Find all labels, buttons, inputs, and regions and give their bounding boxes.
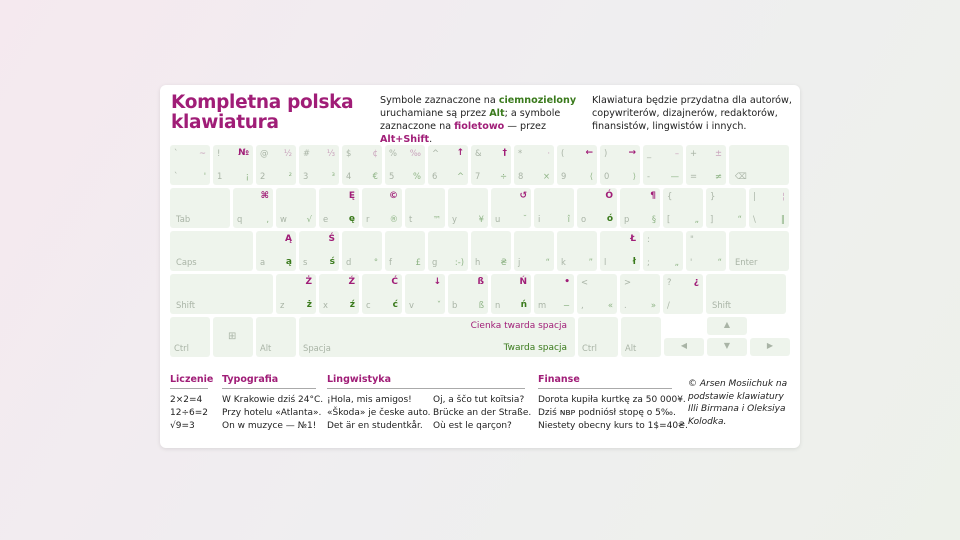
desc-alt-shift: Alt+Shift	[380, 134, 430, 145]
example-line: 12÷6=2	[170, 408, 208, 418]
example-line: «Škoda» je česke auto.	[327, 408, 431, 418]
keyboard-card	[160, 85, 800, 448]
section-liczenie	[170, 374, 214, 433]
key-alt-label: :-)	[454, 257, 464, 267]
example-line: Przy hotelu «Atlanta».	[222, 408, 322, 418]
key-alt-shift-label: ‰	[409, 148, 421, 158]
key-base-label: u	[495, 214, 501, 224]
key-alt-label: ˘	[522, 214, 527, 224]
key-base-label: q	[237, 214, 243, 224]
key-k[interactable]	[557, 231, 597, 271]
key-s[interactable]	[299, 231, 339, 271]
key-base-label: `	[174, 171, 179, 181]
key-alt-shift-label: Ó	[605, 191, 613, 201]
key-shift-label: `	[174, 148, 179, 158]
key-alt-shift-label: –	[674, 148, 679, 158]
key-,[interactable]	[577, 274, 617, 314]
key-d[interactable]	[342, 231, 382, 271]
section-title: Lingwistyka	[327, 374, 525, 389]
key-tab[interactable]	[170, 188, 230, 228]
key-alt-label: ,	[266, 214, 269, 224]
key-7[interactable]	[471, 145, 511, 185]
key-base-label: v	[409, 300, 414, 310]
key-alt-label: ˇ	[436, 300, 441, 310]
key-.[interactable]	[620, 274, 660, 314]
key-shift-label: &	[475, 148, 482, 158]
arrow-up-key[interactable]	[707, 317, 747, 335]
key-base-label: d	[346, 257, 352, 267]
desc-text: Symbole zaznaczone na	[380, 95, 499, 106]
key-8[interactable]	[514, 145, 554, 185]
key-shift-label: @	[260, 148, 269, 158]
key-shift-label: #	[303, 148, 311, 158]
key-3[interactable]	[299, 145, 339, 185]
key-w[interactable]	[276, 188, 316, 228]
key-alt-shift-label: ↺	[519, 191, 527, 201]
key-base-label: 1	[217, 171, 223, 181]
key-r[interactable]	[362, 188, 402, 228]
key-g[interactable]	[428, 231, 468, 271]
key-alt-shift-label: ·	[547, 148, 550, 158]
key-0[interactable]	[600, 145, 640, 185]
key-t[interactable]	[405, 188, 445, 228]
key-base-label: n	[495, 300, 501, 310]
key--[interactable]	[643, 145, 683, 185]
key-caps[interactable]	[170, 231, 253, 271]
key-alt-shift-label: Ś	[328, 234, 335, 244]
credit: © Arsen Mosiichuk na podstawie klawiatury Illi Birmana i Oleksiya Kolodka.	[688, 379, 788, 427]
key-name-label: Shift	[712, 300, 732, 310]
key-alt-label: “	[717, 257, 722, 267]
example-line: Dziś ɴʙᴘ podniósł stopę o 5‰.	[538, 408, 676, 418]
key-base-label: p	[624, 214, 630, 224]
key-shift-label: (	[561, 148, 565, 158]
space-alt-shift-label: Cienka twarda spacja	[470, 321, 567, 331]
key-alt-right[interactable]	[621, 317, 661, 357]
key-shift-label: ?	[667, 277, 672, 287]
key-base-label: 2	[260, 171, 266, 181]
key-[[interactable]	[663, 188, 703, 228]
key-e[interactable]	[319, 188, 359, 228]
key-alt-label: ß	[478, 300, 484, 310]
key-alt-shift-label: ¶	[650, 191, 656, 201]
key-shift-label: )	[604, 148, 608, 158]
desc-purple-word: fioletowo	[454, 121, 505, 132]
arrow-right-key-icon: ▶	[766, 341, 774, 350]
key-;[interactable]	[643, 231, 683, 271]
key-alt-shift-label: •	[564, 277, 570, 287]
key-shift-label: %	[389, 148, 397, 158]
example-line: Où est le qarçon?	[433, 421, 512, 431]
key-shift[interactable]	[706, 274, 786, 314]
key-=[interactable]	[686, 145, 726, 185]
key-alt-label: ³	[331, 171, 335, 181]
key-alt-label: ®	[389, 214, 398, 224]
example-line: Oj, a ščo tut koïtsia?	[433, 395, 525, 405]
key-y[interactable]	[448, 188, 488, 228]
key-alt-label: ²	[288, 171, 292, 181]
key-base-label: f	[389, 257, 392, 267]
key-alt-label: ł	[632, 257, 636, 267]
key-base-label: '	[690, 257, 693, 267]
section-typografia	[222, 374, 324, 433]
key-alt-label: î	[567, 214, 570, 224]
key-/[interactable]	[663, 274, 703, 314]
key-name-label: ⌫	[735, 171, 747, 181]
section-lingwistyka	[327, 374, 532, 434]
key-alt-label: ⟩	[632, 171, 636, 181]
key-alt-label: “	[545, 257, 550, 267]
section-title: Finanse	[538, 374, 672, 389]
key-base-label: /	[667, 300, 670, 310]
key-alt-label: ą	[285, 257, 292, 267]
key-base-label: h	[475, 257, 481, 267]
key-base-label: m	[538, 300, 547, 310]
key-alt-label: ”	[588, 257, 593, 267]
key-alt-shift-label: ß	[477, 277, 484, 287]
key-base-label: 8	[518, 171, 524, 181]
key-alt-label: °	[373, 257, 378, 267]
key-alt-label: “	[737, 214, 742, 224]
key-][interactable]	[706, 188, 746, 228]
key-shift-label: ^	[432, 148, 440, 158]
arrow-up-key-icon: ▲	[723, 320, 731, 329]
key-alt-label: ć	[392, 300, 398, 310]
key-alt-shift-label: Ą	[285, 234, 292, 244]
key-base-label: 4	[346, 171, 352, 181]
example-line: Det är en studentkår.	[327, 421, 423, 431]
space-alt-label: Twarda spacja	[503, 343, 567, 353]
key-win[interactable]	[213, 317, 253, 357]
key-alt-label: ¥	[478, 214, 484, 224]
key-alt-label: '	[203, 171, 206, 181]
key-alt-label: ó	[606, 214, 613, 224]
key-alt-label: €	[372, 171, 378, 181]
key-base-label: 5	[389, 171, 395, 181]
key-alt-label: −	[562, 300, 570, 310]
key-base-label: -	[647, 171, 651, 181]
desc-text: ; a symbole zaznaczone na	[380, 108, 561, 132]
desc-text: — przez	[504, 121, 546, 132]
example-line: √9=3	[170, 421, 195, 431]
example-line: W Krakowie dziś 24°C.	[222, 395, 324, 405]
key-base-label: =	[690, 171, 698, 181]
key-alt-label: ę	[348, 214, 355, 224]
desc-alt: Alt	[489, 108, 505, 119]
key-name-label: Caps	[176, 257, 197, 267]
key-alt-label: ≠	[714, 171, 722, 181]
key-shift-label: +	[690, 148, 698, 158]
section-title: Liczenie	[170, 374, 208, 389]
page-title: Kompletna polska klawiatura	[171, 92, 354, 133]
key-base-label: 0	[604, 171, 610, 181]
key-base-label: y	[452, 214, 457, 224]
desc-green-word: ciemnozielony	[498, 95, 577, 106]
desc-text: uruchamiane są przez	[380, 108, 490, 119]
key-ctrl[interactable]	[170, 317, 210, 357]
key-base-label: c	[366, 300, 371, 310]
key-alt-shift-label: ⌘	[260, 191, 269, 201]
example-line: 2×2=4	[170, 395, 203, 405]
key-name-label: Ctrl	[582, 343, 597, 353]
key-shift-label: >	[624, 277, 632, 287]
key-shift-label: $	[346, 148, 352, 158]
key-i[interactable]	[534, 188, 574, 228]
key-space[interactable]	[299, 317, 575, 357]
arrow-right-key[interactable]	[750, 338, 790, 356]
example-line: Dorota kupiła kurtkę za 50 000¥.	[538, 395, 686, 405]
key-n[interactable]	[491, 274, 531, 314]
example-line: Brücke an der Straße.	[433, 408, 532, 418]
key-base-label: z	[280, 300, 285, 310]
key-alt-shift-label: Ż	[305, 277, 312, 287]
key-name-label: Ctrl	[174, 343, 189, 353]
key-alt-shift-label: №	[238, 148, 249, 158]
key-alt-label: «	[607, 300, 613, 310]
key-`[interactable]	[170, 145, 210, 185]
key-alt-label: %	[413, 171, 421, 181]
key-alt-label: ₴	[500, 257, 507, 267]
key-base-label: j	[518, 257, 521, 267]
key-p[interactable]	[620, 188, 660, 228]
key-name-label: Enter	[735, 257, 758, 267]
key-alt-label: ń	[520, 300, 527, 310]
arrow-down-key[interactable]	[707, 338, 747, 356]
key-base-label: a	[260, 257, 266, 267]
key-v[interactable]	[405, 274, 445, 314]
key-base-label: x	[323, 300, 328, 310]
key-alt-shift-label: ½	[283, 148, 292, 158]
arrow-down-key-icon: ▼	[723, 341, 731, 350]
key-base-label: ,	[581, 300, 584, 310]
key-shift-label: {	[667, 191, 673, 201]
key-5[interactable]	[385, 145, 425, 185]
key-j[interactable]	[514, 231, 554, 271]
key-backspace[interactable]	[729, 145, 789, 185]
key-alt-label: ź	[349, 300, 355, 310]
key-x[interactable]	[319, 274, 359, 314]
key-alt-label: »	[650, 300, 656, 310]
key-alt-shift-label: †	[502, 148, 507, 158]
example-line: On w muzyce — №1!	[222, 421, 317, 431]
key-shift-label: |	[753, 191, 756, 201]
key-alt-shift-label: Ę	[348, 191, 355, 201]
key-name-label: Tab	[176, 214, 191, 224]
key-1[interactable]	[213, 145, 253, 185]
key-alt-label: ™	[432, 214, 441, 224]
key-base-label: i	[538, 214, 541, 224]
key-base-label: l	[604, 257, 607, 267]
key-alt-label: ż	[306, 300, 312, 310]
key-name-label: Shift	[176, 300, 196, 310]
key-alt-shift-label: ¦	[782, 191, 785, 201]
key-alt-shift-label: ←	[585, 148, 593, 158]
key-c[interactable]	[362, 274, 402, 314]
key-'[interactable]	[686, 231, 726, 271]
key-alt-shift-label: Ź	[348, 277, 355, 287]
key-u[interactable]	[491, 188, 531, 228]
example-line: ¡Hola, mis amigos!	[327, 395, 412, 405]
key-alt-shift-label: Ć	[391, 277, 398, 287]
key-enter[interactable]	[729, 231, 789, 271]
key-name-label: Spacja	[303, 343, 331, 353]
key-alt-shift-label: ↑	[456, 148, 464, 158]
desc-text: .	[429, 134, 433, 145]
key-6[interactable]	[428, 145, 468, 185]
key-base-label: 7	[475, 171, 481, 181]
key-shift-label: :	[647, 234, 650, 244]
key-o[interactable]	[577, 188, 617, 228]
section-title: Typografia	[222, 374, 316, 389]
key-base-label: k	[561, 257, 566, 267]
key-alt-label: §	[651, 214, 656, 224]
key-l[interactable]	[600, 231, 640, 271]
key-ctrl-right[interactable]	[578, 317, 618, 357]
key-alt-label: £	[415, 257, 421, 267]
key-alt-label: „	[674, 257, 679, 267]
key-base-label: s	[303, 257, 308, 267]
key-alt-label: „	[694, 214, 699, 224]
key-base-label: ;	[647, 257, 650, 267]
key-base-label: \	[753, 214, 756, 224]
example-line: Niestety obecny kurs to 1$=40₴.	[538, 421, 688, 431]
key-base-label: 3	[303, 171, 309, 181]
key-alt-shift-label: ±	[714, 148, 722, 158]
description-usage: Klawiatura będzie przydatna dla autorów, copywriterów, dizajnerów, redaktorów, finansistów, lingwistów i innych.	[592, 95, 792, 132]
key-4[interactable]	[342, 145, 382, 185]
key-alt-label: ś	[329, 257, 335, 267]
key-b[interactable]	[448, 274, 488, 314]
key-base-label: 6	[432, 171, 438, 181]
key-shift-label: "	[690, 234, 694, 244]
key-alt-label: ¡	[245, 171, 249, 181]
key-shift[interactable]	[170, 274, 273, 314]
arrow-left-key[interactable]	[664, 338, 704, 356]
key-base-label: t	[409, 214, 413, 224]
key-alt-label: ⟨	[589, 171, 593, 181]
key-alt-shift-label: ©	[389, 191, 398, 201]
key-base-label: ]	[710, 214, 714, 224]
key-alt-shift-label: →	[628, 148, 636, 158]
key-base-label: o	[581, 214, 587, 224]
key-base-label: e	[323, 214, 329, 224]
key-name-label: Alt	[260, 343, 272, 353]
key-alt-shift-label: ¿	[693, 277, 699, 287]
arrow-left-key-icon: ◀	[680, 341, 688, 350]
section-finanse	[538, 374, 688, 433]
key-base-label: g	[432, 257, 438, 267]
key-base-label: [	[667, 214, 671, 224]
key-alt-label: ‖	[780, 214, 785, 224]
key-\[interactable]	[749, 188, 789, 228]
key-shift-label: !	[217, 148, 221, 158]
key-m[interactable]	[534, 274, 574, 314]
key-alt-shift-label: ~	[198, 148, 206, 158]
key-alt-shift-label: ↓	[433, 277, 441, 287]
key-shift-label: _	[647, 148, 652, 158]
key-shift-label: <	[581, 277, 589, 287]
key-base-label: 9	[561, 171, 567, 181]
key-base-label: b	[452, 300, 458, 310]
description-alt	[380, 94, 585, 146]
key-shift-label: }	[710, 191, 716, 201]
key-alt-label: —	[670, 171, 679, 181]
key-shift-label: *	[518, 148, 523, 158]
key-base-label: w	[280, 214, 287, 224]
key-alt-shift-label: Ł	[630, 234, 636, 244]
key-alt[interactable]	[256, 317, 296, 357]
key-9[interactable]	[557, 145, 597, 185]
key-alt-label: ×	[542, 171, 550, 181]
key-base-label: .	[624, 300, 627, 310]
key-a[interactable]	[256, 231, 296, 271]
key-alt-label: ÷	[499, 171, 507, 181]
key-alt-label: √	[306, 214, 312, 224]
key-z[interactable]	[276, 274, 316, 314]
windows-icon: ⊞	[228, 331, 237, 342]
key-alt-shift-label: ⅓	[326, 148, 335, 158]
key-f[interactable]	[385, 231, 425, 271]
key-2[interactable]	[256, 145, 296, 185]
key-h[interactable]	[471, 231, 511, 271]
key-alt-label: ^	[456, 171, 464, 181]
key-q[interactable]	[233, 188, 273, 228]
key-base-label: r	[366, 214, 370, 224]
key-alt-shift-label: ¢	[372, 148, 378, 158]
key-alt-shift-label: Ń	[519, 277, 527, 287]
key-name-label: Alt	[625, 343, 637, 353]
